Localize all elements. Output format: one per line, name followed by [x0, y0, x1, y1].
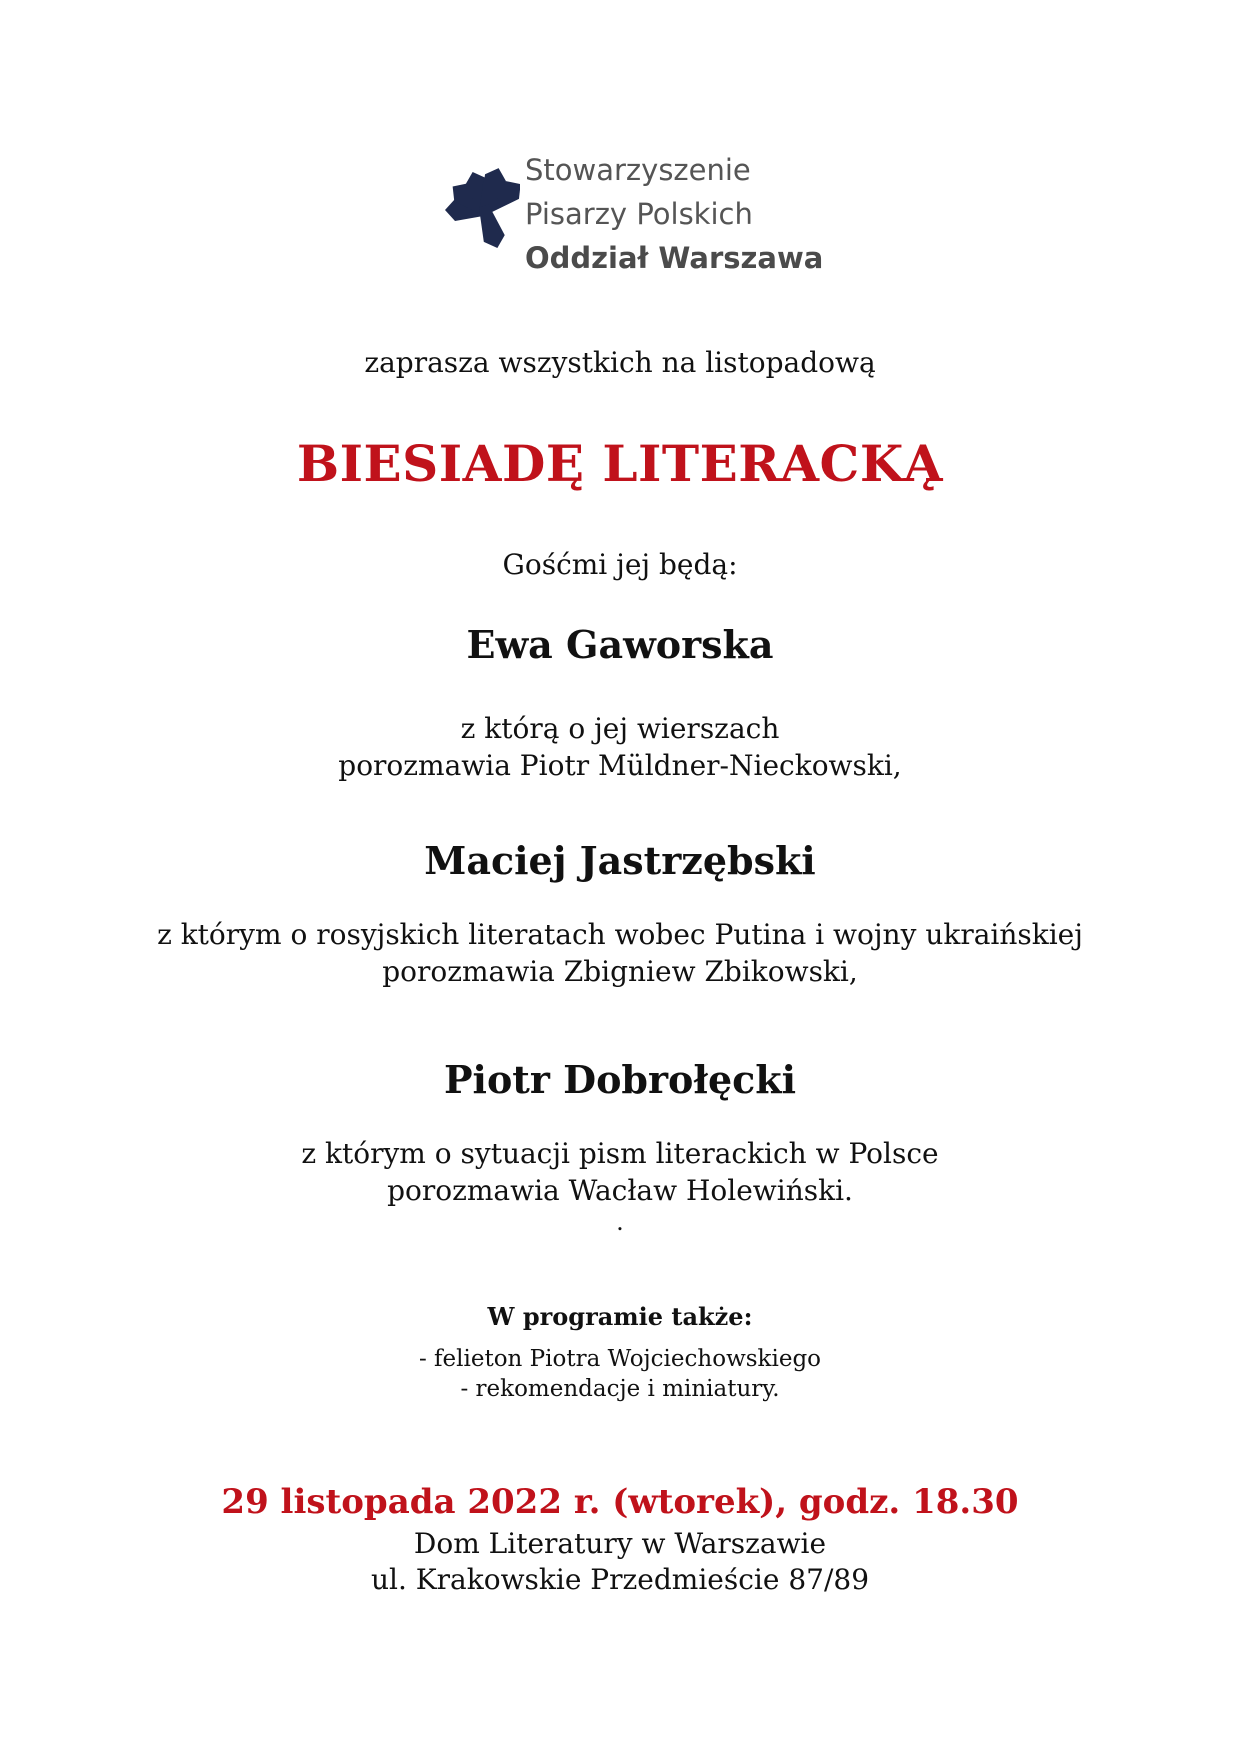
organizer-logo	[410, 140, 850, 290]
organizer-name-line3: Oddział Warszawa	[525, 241, 824, 275]
program-heading: W programie także:	[487, 1302, 753, 1331]
program-list	[0, 1344, 1240, 1404]
guest-name-1: Ewa Gaworska	[466, 622, 774, 667]
guest-description-3-line1: z którym o sytuacji pism literackich w Polsce	[301, 1137, 939, 1170]
organizer-name	[525, 148, 823, 280]
guest-description-2-line1: z którym o rosyjskich literatach wobec Putina i wojny ukraińskiej	[157, 918, 1083, 951]
venue	[0, 1526, 1240, 1598]
event-title: BIESIADĘ LITERACKĄ	[296, 434, 944, 493]
invite-line: zaprasza wszystkich na listopadową	[364, 346, 876, 379]
guest-description-3	[0, 1135, 1240, 1209]
guests-intro: Gośćmi jej będą:	[502, 548, 738, 581]
guest-name-3: Piotr Dobrołęcki	[443, 1057, 797, 1102]
program-item-1: - felieton Piotra Wojciechowskiego	[418, 1346, 822, 1372]
guest-description-1	[0, 710, 1240, 784]
stray-dot: .	[616, 1208, 624, 1236]
organizer-name-line1: Stowarzyszenie	[525, 153, 751, 187]
guest-name-2: Maciej Jastrzębski	[424, 838, 816, 883]
guest-description-2-line2: porozmawia Zbigniew Zbikowski,	[382, 955, 858, 988]
guest-description-3-line2: porozmawia Wacław Holewiński.	[387, 1174, 853, 1207]
venue-address: ul. Krakowskie Przedmieście 87/89	[370, 1563, 870, 1596]
venue-name: Dom Literatury w Warszawie	[413, 1527, 827, 1560]
program-item-2: - rekomendacje i miniatury.	[460, 1376, 780, 1402]
feather-pens-icon	[410, 140, 520, 290]
organizer-name-line2: Pisarzy Polskich	[525, 197, 753, 231]
guest-description-2	[0, 916, 1240, 990]
guest-description-1-line1: z którą o jej wierszach	[460, 712, 780, 745]
guest-description-1-line2: porozmawia Piotr Müldner-Nieckowski,	[338, 749, 902, 782]
event-date: 29 listopada 2022 r. (wtorek), godz. 18.30	[221, 1482, 1019, 1522]
